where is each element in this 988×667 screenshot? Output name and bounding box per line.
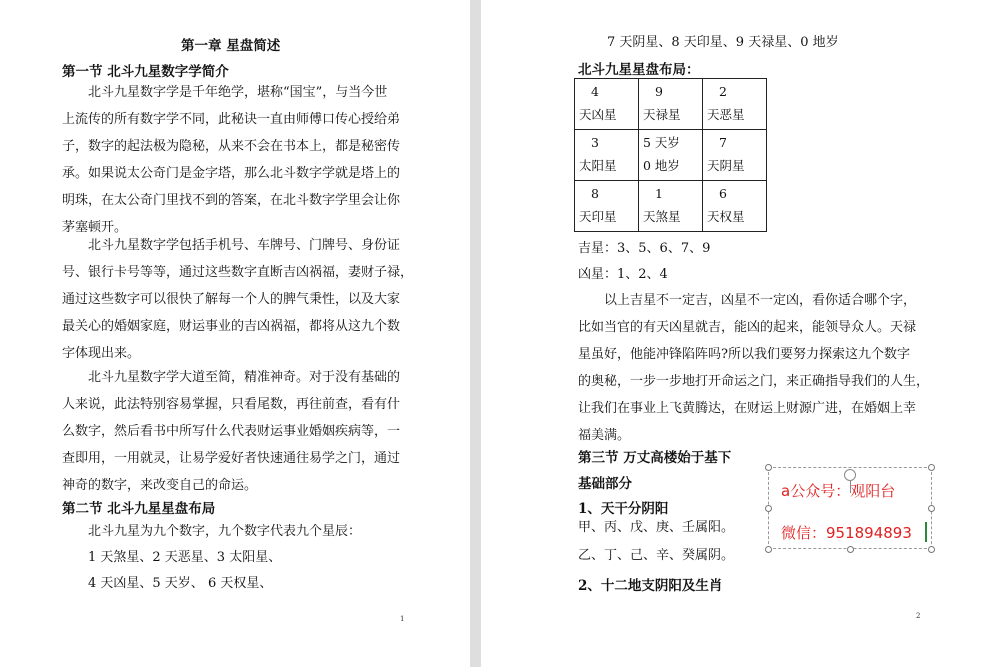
cell-star-name: 天煞星: [643, 209, 681, 224]
basics-heading: 基础部分: [578, 476, 632, 492]
cell-star-name: 天凶星: [579, 107, 617, 122]
resize-handle-left[interactable]: [765, 505, 772, 512]
paragraph-line: 么数字，然后看书中所写什么代表财运事业婚姻疾病等，一: [62, 424, 401, 439]
cell-number: 2: [719, 84, 727, 99]
paragraph-line: 子，数字的起法极为隐秘，从来不会在书本上，都是秘密传: [62, 139, 401, 154]
document-page-2: [481, 0, 988, 667]
section1-heading: 第一节 北斗九星数字学简介: [62, 64, 229, 80]
document-page-1: [0, 0, 470, 667]
cell-number: 3: [591, 135, 599, 150]
subheading-heavenly-stems: 1、天干分阴阳: [578, 501, 669, 517]
cell-star-name: 天印星: [579, 209, 617, 224]
cell-number: 5 天岁: [643, 135, 680, 150]
paragraph-line: 的奥秘，一步一步地打开命运之门，来正确指导我们的人生，: [578, 374, 930, 389]
paragraph-2: [62, 232, 413, 367]
page-number: 2: [916, 612, 921, 620]
grid-cell: [703, 79, 767, 130]
grid-cell: [639, 130, 703, 181]
paragraph-5: [578, 287, 929, 449]
paragraph-4: 北斗九星为九个数字，九个数字代表九个星辰：: [88, 524, 362, 539]
chapter-title: 第一章 星盘简述: [181, 38, 281, 54]
text-cursor: [925, 522, 927, 542]
paragraph-1: [62, 79, 400, 241]
paragraph-line: 查即用，一用就灵，让易学爱好者快速通往易学之门，通过: [62, 451, 401, 466]
resize-handle-top-left[interactable]: [765, 464, 772, 471]
cell-number: 9: [655, 84, 663, 99]
resize-handle-bottom[interactable]: [847, 546, 854, 553]
grid-cell: [575, 79, 639, 130]
section2-heading: 第二节 北斗九星星盘布局: [62, 501, 216, 517]
paragraph-line: 号、银行卡号等等，通过这些数字直断吉凶祸福，妻财子禄，: [62, 265, 414, 280]
textbox-wechat-id[interactable]: 微信：951894893: [781, 524, 912, 542]
cell-star-name: 天恶星: [707, 107, 745, 122]
grid-cell: [639, 181, 703, 232]
page-number: 1: [400, 615, 405, 623]
paragraph-3: [62, 364, 400, 499]
cell-number: 8: [591, 186, 599, 201]
star-grid-table: [574, 78, 767, 232]
star-list-line-3: 7 天阴星、8 天印星、9 天禄星、0 地岁: [607, 35, 839, 50]
yang-stems-line: 甲、丙、戊、庚、壬属阳。: [578, 520, 735, 535]
grid-cell: [575, 130, 639, 181]
subheading-earthly-branches: 2、十二地支阴阳及生肖: [578, 578, 723, 594]
paragraph-line: 比如当官的有天凶星就吉，能凶的起来，能领导众人。天禄: [578, 320, 917, 335]
cell-star-name: 0 地岁: [643, 158, 680, 173]
grid-row: [575, 79, 767, 130]
lucky-stars: 吉星：3、5、6、7、9: [578, 241, 711, 256]
textbox-wechat-official-account[interactable]: a公众号：观阳台: [781, 482, 896, 500]
paragraph-line: 最关心的婚姻家庭，财运事业的吉凶祸福，都将从这九个数: [62, 319, 401, 334]
paragraph-line: 星虽好，他能冲锋陷阵吗?所以我们要努力探索这九个数字: [578, 347, 910, 362]
paragraph-line: 北斗九星数字学是千年绝学，堪称“国宝”，与当今世: [88, 85, 388, 100]
paragraph-line: 以上吉星不一定吉，凶星不一定凶，看你适合哪个字，: [604, 293, 917, 308]
grid-cell: [703, 181, 767, 232]
paragraph-line: 神奇的数字，来改变自己的命运。: [62, 478, 258, 493]
paragraph-line: 承。如果说太公奇门是金字塔，那么北斗数字学就是塔上的: [62, 166, 401, 181]
resize-handle-bottom-right[interactable]: [928, 546, 935, 553]
star-list-line-2: 4 天凶星、5 天岁、 6 天权星、: [88, 576, 273, 591]
cell-number: 7: [719, 135, 727, 150]
grid-cell: [639, 79, 703, 130]
star-list-line-1: 1 天煞星、2 天恶星、3 太阳星、: [88, 550, 282, 565]
section3-heading: 第三节 万丈高楼始于基下: [578, 450, 732, 466]
paragraph-line: 人来说，此法特别容易掌握，只看尾数，再往前查，看有什: [62, 397, 401, 412]
grid-row: [575, 130, 767, 181]
paragraph-line: 北斗九星数字学大道至简，精准神奇。对于没有基础的: [88, 370, 401, 385]
paragraph-line: 茅塞顿开。: [62, 220, 128, 235]
cell-star-name: 天权星: [707, 209, 745, 224]
paragraph-line: 北斗九星数字学包括手机号、车牌号、门牌号、身份证: [88, 238, 401, 253]
paragraph-line: 明珠，在太公奇门里找不到的答案，在北斗数字学里会让你: [62, 193, 401, 208]
cell-number: 4: [591, 84, 599, 99]
unlucky-stars: 凶星：1、2、4: [578, 267, 668, 282]
paragraph-line: 字体现出来。: [62, 346, 141, 361]
paragraph-line: 福美满。: [578, 428, 631, 443]
cell-star-name: 天禄星: [643, 107, 681, 122]
grid-heading: 北斗九星星盘布局：: [578, 62, 700, 78]
cell-star-name: 天阴星: [707, 158, 745, 173]
grid-cell: [703, 130, 767, 181]
grid-cell: [575, 181, 639, 232]
paragraph-line: 让我们在事业上飞黄腾达，在财运上财源广进，在婚姻上幸: [578, 401, 917, 416]
paragraph-line: 通过这些数字可以很快了解每一个人的脾气秉性，以及大家: [62, 292, 401, 307]
yin-stems-line: 乙、丁、己、辛、癸属阴。: [578, 548, 735, 563]
resize-handle-bottom-left[interactable]: [765, 546, 772, 553]
cell-number: 6: [719, 186, 727, 201]
cell-number: 1: [655, 186, 663, 201]
paragraph-line: 上流传的所有数字学不同，此秘诀一直由师傅口传心授给弟: [62, 112, 401, 127]
resize-handle-right[interactable]: [928, 505, 935, 512]
grid-row: [575, 181, 767, 232]
cell-star-name: 太阳星: [579, 158, 617, 173]
resize-handle-top-right[interactable]: [928, 464, 935, 471]
